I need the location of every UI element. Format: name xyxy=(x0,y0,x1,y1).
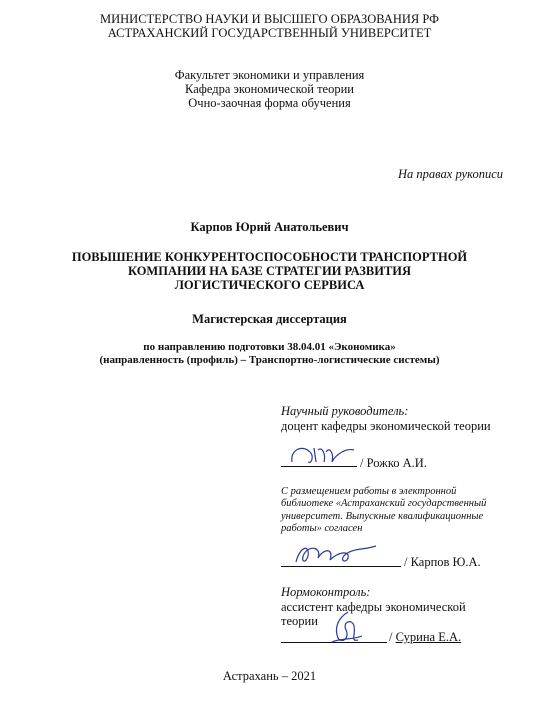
consent-line-1: С размещением работы в электронной xyxy=(281,486,457,497)
supervisor-signature xyxy=(288,440,358,470)
direction-line-2: (направленность (профиль) – Транспортно-логистические системы) xyxy=(99,354,440,366)
normcontrol-name-prefix: / xyxy=(389,630,396,644)
direction-line-1: по направлению подготовки 38.04.01 «Экономика» xyxy=(143,341,396,353)
consent-name: / Карпов Ю.А. xyxy=(404,555,481,569)
footer-city-year: Астрахань – 2021 xyxy=(222,669,317,683)
work-type: Магистерская диссертация xyxy=(192,312,347,326)
ministry-heading: МИНИСТЕРСТВО НАУКИ И ВЫСШЕГО ОБРАЗОВАНИЯ РФ xyxy=(100,12,439,26)
consent-signature xyxy=(290,538,380,568)
university-heading: АСТРАХАНСКИЙ ГОСУДАРСТВЕННЫЙ УНИВЕРСИТЕТ xyxy=(107,26,432,40)
title-line-2: КОМПАНИИ НА БАЗЕ СТРАТЕГИИ РАЗВИТИЯ xyxy=(127,264,412,278)
title-line-1: ПОВЫШЕНИЕ КОНКУРЕНТОСПОСОБНОСТИ ТРАНСПОРТНОЙ xyxy=(71,250,468,264)
supervisor-position: доцент кафедры экономической теории xyxy=(281,419,491,433)
consent-line-4: работы» согласен xyxy=(281,523,363,534)
department-line: Кафедра экономической теории xyxy=(185,82,354,96)
normcontrol-position-line-1: ассистент кафедры экономической xyxy=(281,600,466,614)
normcontrol-name-block xyxy=(389,630,461,644)
supervisor-label: Научный руководитель: xyxy=(281,404,409,418)
faculty-line: Факультет экономики и управления xyxy=(174,68,365,82)
title-line-3: ЛОГИСТИЧЕСКОГО СЕРВИСА xyxy=(174,278,365,292)
consent-line-3: университет. Выпускные квалификационные xyxy=(281,511,484,522)
supervisor-name: / Рожко А.И. xyxy=(360,456,427,470)
normcontrol-name: Сурина Е.А. xyxy=(395,630,462,644)
study-form-line: Очно-заочная форма обучения xyxy=(188,96,351,110)
manuscript-note: На правах рукописи xyxy=(398,167,503,181)
consent-line-2: библиотеке «Астраханский государственный xyxy=(281,498,487,509)
normcontrol-label: Нормоконтроль: xyxy=(281,585,371,599)
normcontrol-signature xyxy=(328,608,364,646)
author-name: Карпов Юрий Анатольевич xyxy=(190,220,349,234)
normcontrol-position-line-2: теории xyxy=(281,614,318,628)
